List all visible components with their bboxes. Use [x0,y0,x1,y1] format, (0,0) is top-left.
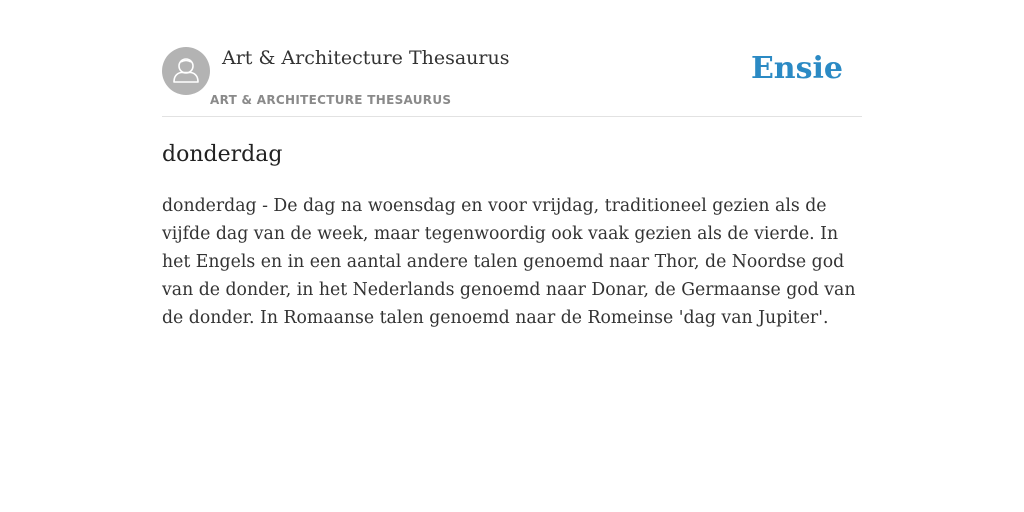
source-subtitle[interactable]: ART & ARCHITECTURE THESAURUS [210,93,452,107]
entry-definition: donderdag - De dag na woensdag en voor vrijdag, traditioneel gezien als de vijfde dag van de week, maar tegenwoordig ook vaak gezien als de vierde. In het Engels en in een aantal andere talen genoemd naar Thor, de Noordse god van de donder, in het Nederlands genoemd naar Donar, de Germaanse god van de donder. In Romaanse talen genoemd naar de Romeinse 'dag van Jupiter'. [162,196,856,328]
user-placeholder-icon [162,47,210,95]
source-avatar[interactable] [162,47,210,95]
source-header [162,40,862,117]
source-title[interactable]: Art & Architecture Thesaurus [222,47,510,69]
ensie-logo-link[interactable]: Ensie [750,51,843,86]
entry-term: donderdag [162,142,283,167]
